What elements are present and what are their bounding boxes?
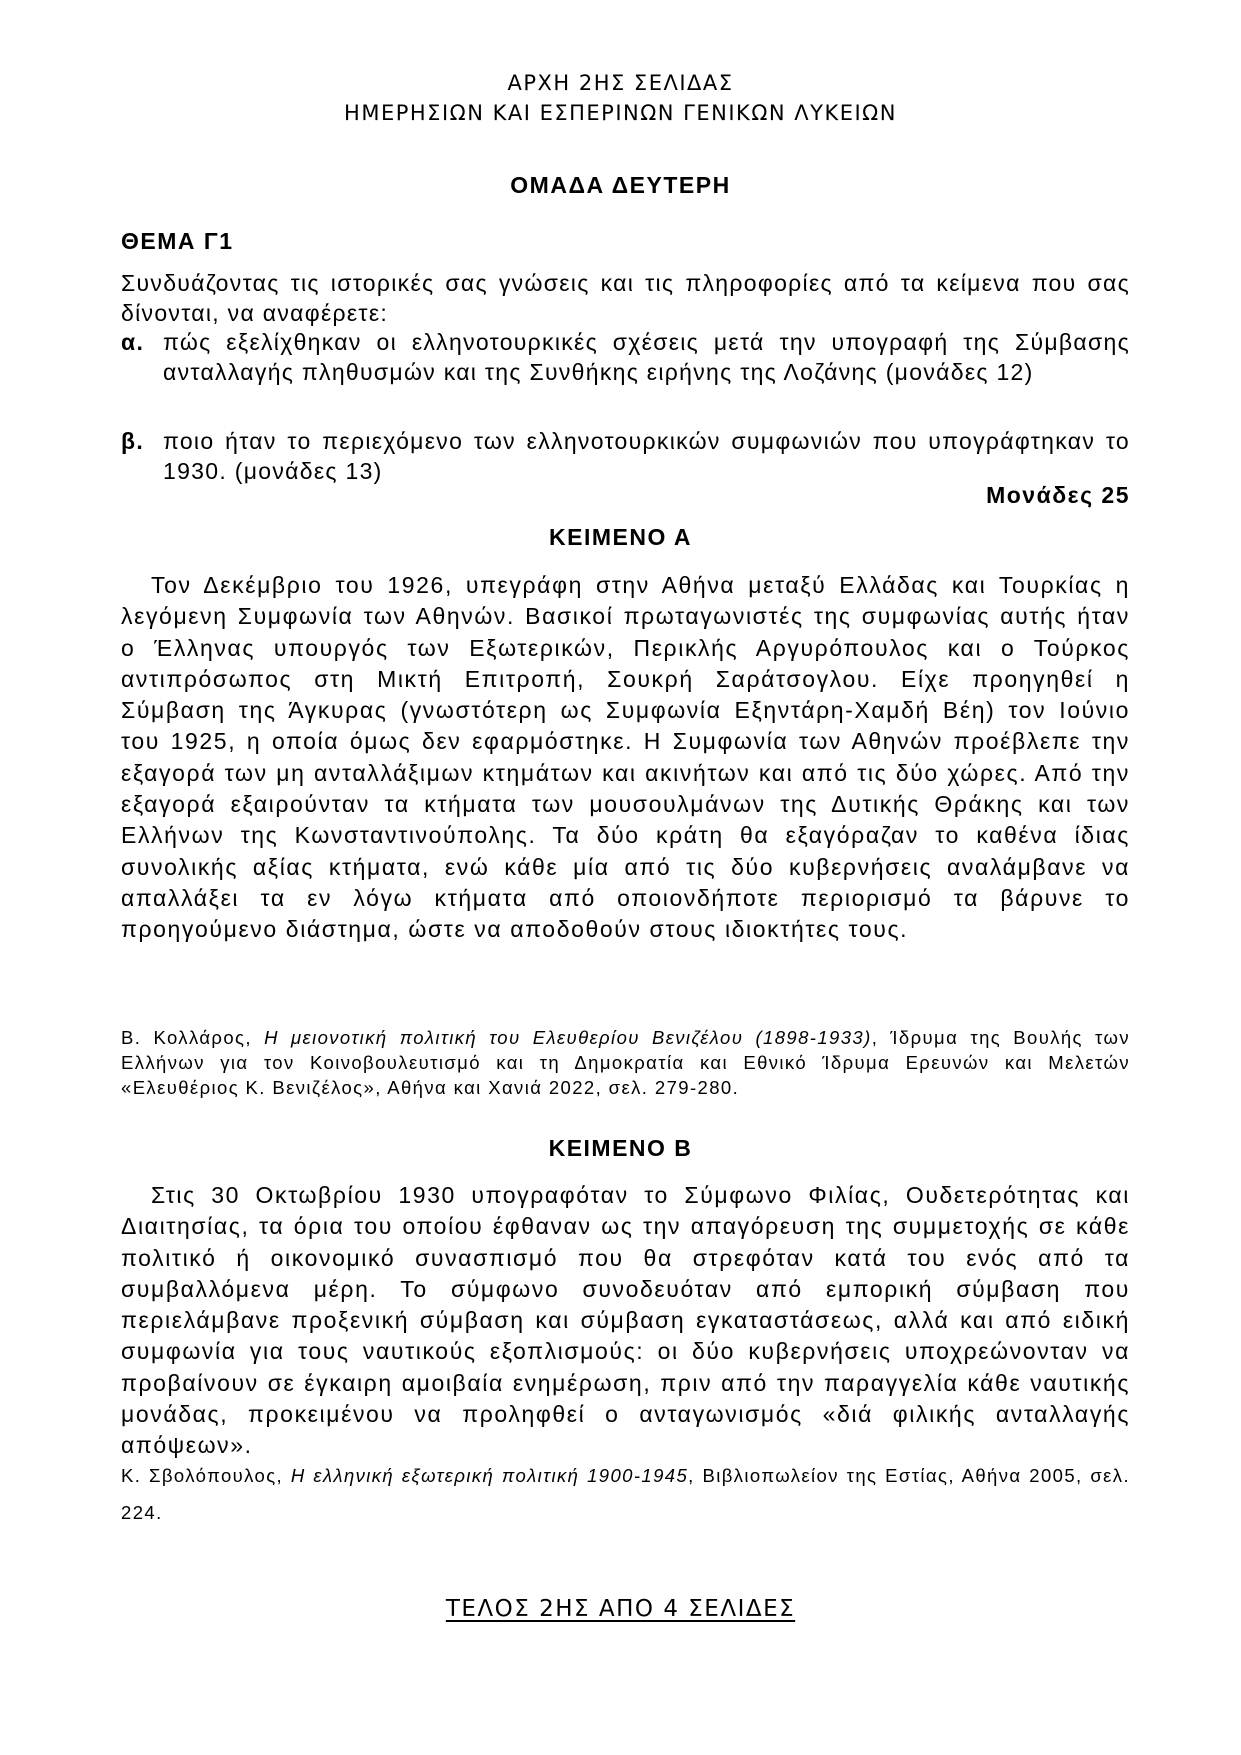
- text-a-body: Τον Δεκέμβριο του 1926, υπεγράφη στην Αθήνα μεταξύ Ελλάδας και Τουρκίας η λεγόμενη Συμφωνία των Αθηνών. Βασικοί πρωταγωνιστές της συμφωνίας αυτής ήταν ο Έλληνας υπουργός των Εξωτερικών, Περικλής Αργυρόπουλος και ο Τούρκος αντιπρόσωπος στη Μικτή Επιτροπή, Σουκρή Σαράτσογλου. Είχε προηγηθεί η Σύμβαση της Άγκυρας (γνωστότερη ως Συμφωνία Εξηντάρη-Χαμδή Βέη) τον Ιούνιο του 1925, η οποία όμως δεν εφαρμόστηκε. Η Συμφωνία των Αθηνών προέβλεπε την εξαγορά των μη ανταλλάξιμων κτημάτων και ακινήτων και από τις δύο χώρες. Από την εξαγορά εξαιρούνταν τα κτήματα των μουσουλμάνων της Δυτικής Θράκης και των Ελλήνων της Κωνσταντινούπολης. Τα δύο κράτη θα εξαγόραζαν το καθένα ίδιας συνολικής αξίας κτήματα, ενώ κάθε μία από τις δύο κυβερνήσεις αναλάμβανε να απαλλάξει τα εν λόγω κτήματα από οποιονδήποτε περιορισμό τα βάρυνε το προηγούμενο διάστημα, ώστε να αποδοθούν στους ιδιοκτήτες τους.: [121, 572, 1130, 943]
- question-item-a: [121, 327, 1130, 387]
- text-b-body: Στις 30 Οκτωβρίου 1930 υπογραφόταν το Σύμφωνο Φιλίας, Ουδετερότητας και Διαιτησίας, τα όρια του οποίου έφθαναν ως την απαγόρευση της συμμετοχής σε κάθε πολιτικό ή οικονομικό συνασπισμό που θα στρεφόταν κατά του ενός από τα συμβαλλόμενα μέρη. Το σύμφωνο συνοδευόταν από εμπορική σύμβαση που περιελάμβανε προξενική σύμβαση και σύμβαση εγκαταστάσεως, αλλά και από ειδική συμφωνία για τους ναυτικούς εξοπλισμούς: οι δύο κυβερνήσεις υποχρεώνονταν να προβαίνουν σε έγκαιρη αμοιβαία ενημέρωση, πριν από την παραγγελία κάθε ναυτικής μονάδας, προκειμένου να προληφθεί ο ανταγωνισμός «διά φιλικής ανταλλαγής απόψεων».: [121, 1182, 1130, 1459]
- page-footer: [0, 1596, 1241, 1622]
- group-title: ΟΜΑΔΑ ΔΕΥΤΕΡΗ: [510, 172, 731, 198]
- units-total: Μονάδες 25: [986, 482, 1130, 508]
- question-item-label: β.: [121, 428, 145, 454]
- citation-author: Κ. Σβολόπουλος,: [121, 1465, 291, 1486]
- question-item-text: πώς εξελίχθηκαν οι ελληνοτουρκικές σχέσεις μετά την υπογραφή της Σύμβασης ανταλλαγής πληθυσμών και της Συνθήκης ειρήνης της Λοζάνης (μονάδες 12): [163, 329, 1130, 385]
- question-intro: Συνδυάζοντας τις ιστορικές σας γνώσεις και τις πληροφορίες από τα κείμενα που σας δίνονται, να αναφέρετε:: [121, 270, 1130, 326]
- text-b-title: ΚΕΙΜΕΝΟ Β: [548, 1135, 693, 1161]
- citation-details: , Ίδρυμα της Βουλής των Ελλήνων για τον Κοινοβουλευτισμό και τη Δημοκρατία και Εθνικό Ίδρυμα Ερευνών και Μελετών «Ελευθέριος Κ. Βενιζέλος», Αθήνα και Χανιά 2022, σελ. 279-280.: [121, 1027, 1130, 1098]
- citation-details: , Βιβλιοπωλείον της Εστίας, Αθήνα 2005, σελ. 224.: [121, 1465, 1130, 1523]
- question-item-b: [121, 426, 1130, 486]
- question-item-label: α.: [121, 329, 145, 355]
- header-line-2: ΗΜΕΡΗΣΙΩΝ ΚΑΙ ΕΣΠΕΡΙΝΩΝ ΓΕΝΙΚΩΝ ΛΥΚΕΙΩΝ: [344, 101, 897, 125]
- text-a-citation: [121, 1025, 1130, 1100]
- citation-author: Β. Κολλάρος,: [121, 1027, 265, 1048]
- text-b-citation: [121, 1457, 1130, 1531]
- header-line-1: ΑΡΧΗ 2ΗΣ ΣΕΛΙΔΑΣ: [507, 71, 734, 95]
- footer-text: ΤΕΛΟΣ 2ΗΣ ΑΠΟ 4 ΣΕΛΙΔΕΣ: [445, 1596, 796, 1622]
- question-item-text: ποιο ήταν το περιεχόμενο των ελληνοτουρκικών συμφωνιών που υπογράφτηκαν το 1930. (μονάδες 13): [163, 428, 1130, 484]
- text-a-title: ΚΕΙΜΕΝΟ Α: [549, 524, 692, 550]
- citation-title: Η ελληνική εξωτερική πολιτική 1900-1945: [290, 1465, 689, 1486]
- theme-title: ΘΕΜΑ Γ1: [121, 228, 234, 254]
- citation-title: Η μειονοτική πολιτική του Ελευθερίου Βενιζέλου (1898-1933): [264, 1027, 872, 1048]
